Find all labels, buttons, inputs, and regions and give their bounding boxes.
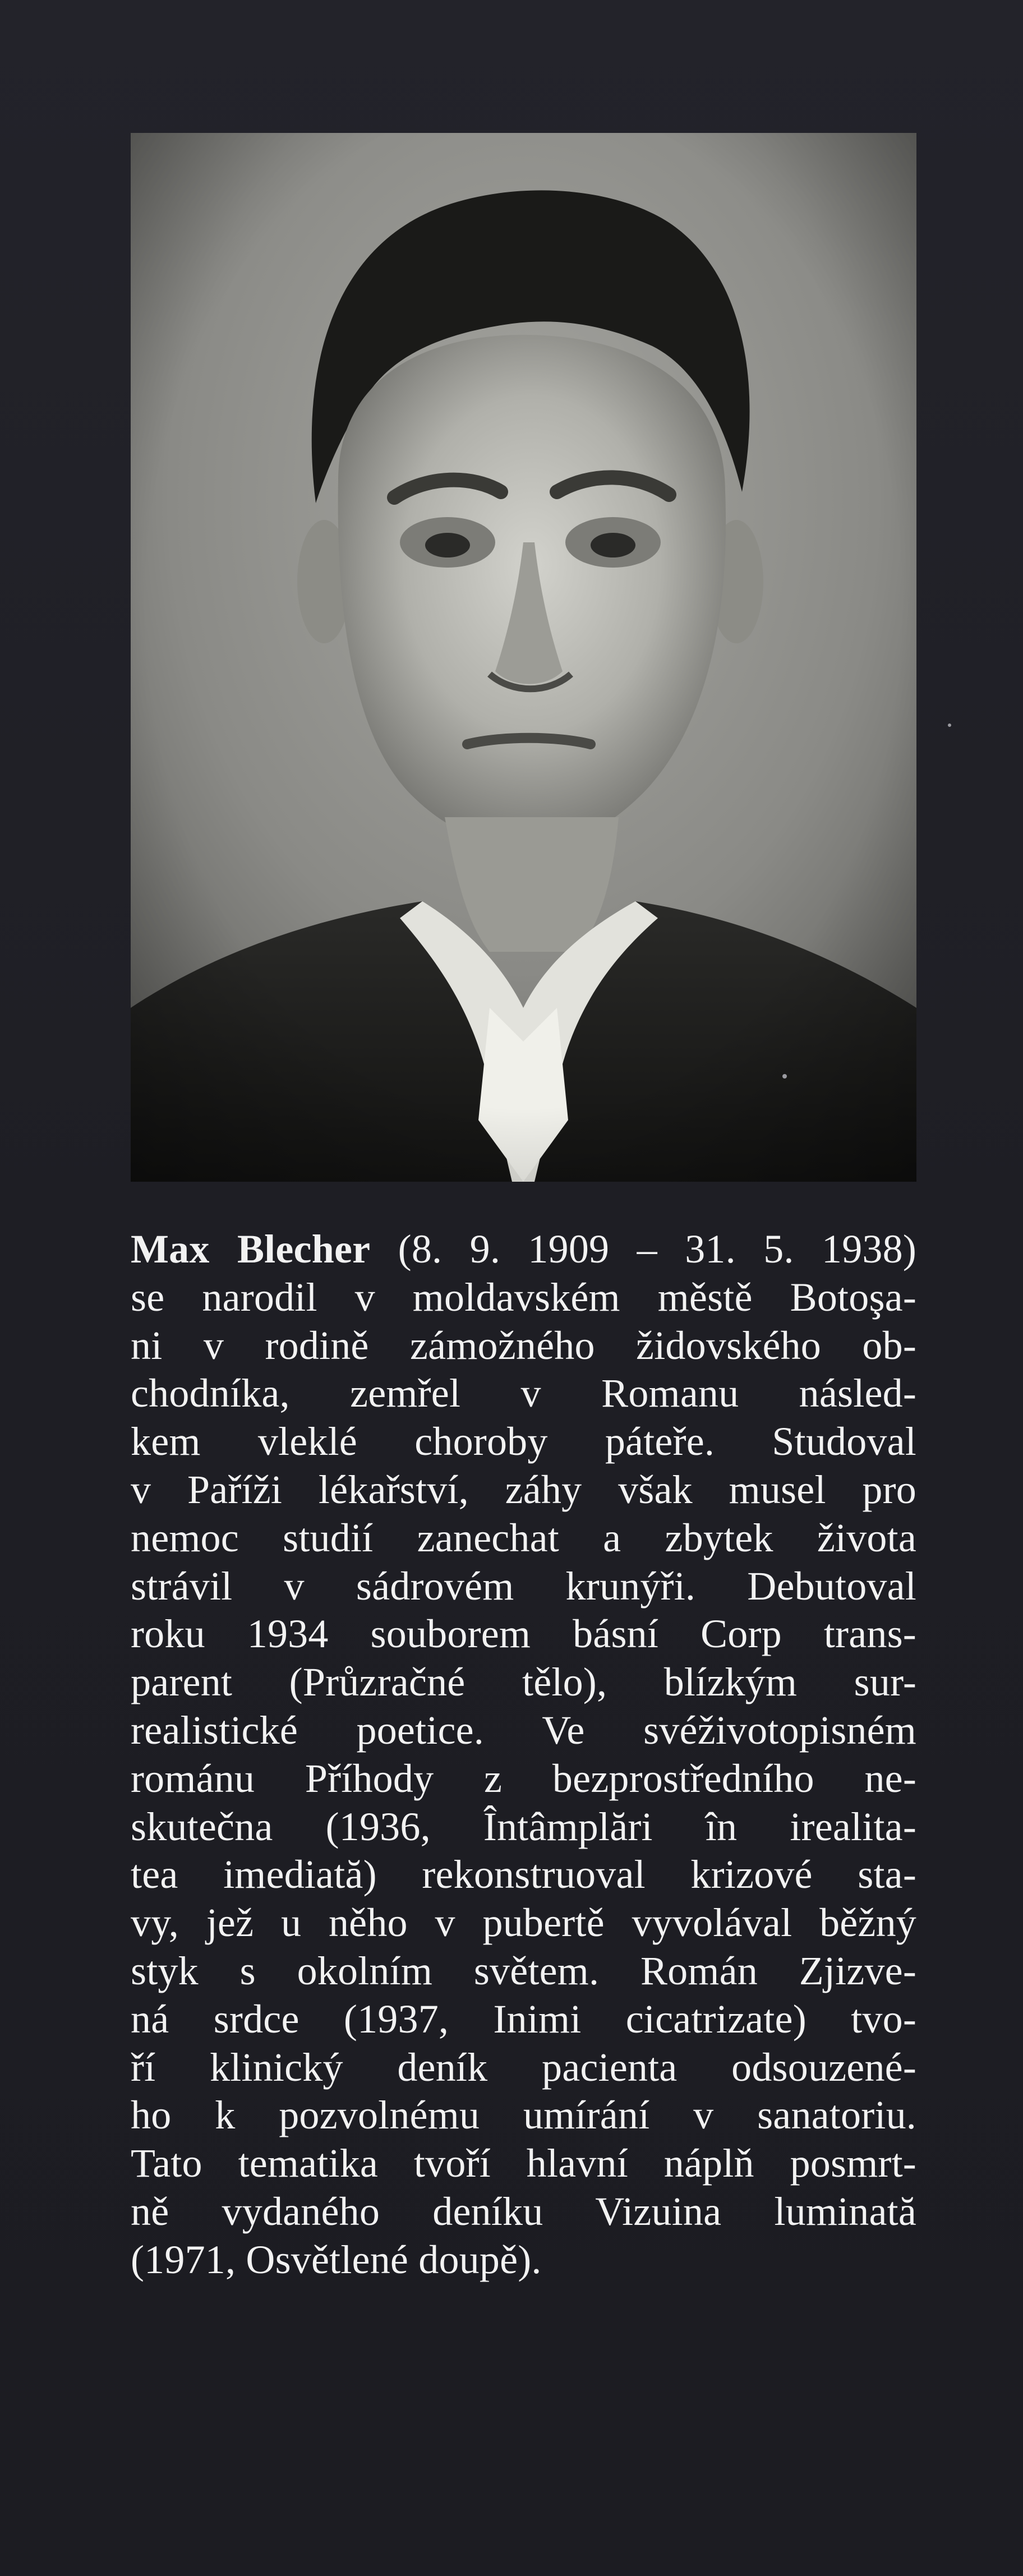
bio-line: v Paříži lékařství, záhy však musel pro (131, 1467, 916, 1512)
bio-line: styk s okolním světem. Román Zjizve- (131, 1948, 916, 1993)
bio-line: chodníka, zemřel v Romanu násled- (131, 1371, 916, 1416)
bio-line: Tato tematika tvoří hlavní náplň posmrt- (131, 2141, 916, 2186)
bio-line: ho k pozvolnému umírání v sanatoriu. (131, 2093, 916, 2138)
bio-line: ně vydaného deníku Vizuina luminată (131, 2188, 916, 2234)
bio-line: skutečna (1936, Întâmplări în irealita- (131, 1804, 916, 1849)
author-biography (131, 1225, 916, 2284)
author-name: Max Blecher (131, 1227, 371, 1271)
bio-line: (1971, Osvětlené doupě). (131, 2237, 542, 2282)
bio-line: ni v rodině zámožného židovského ob- (131, 1322, 916, 1368)
bio-line: vy, jež u něho v pubertě vyvolával běžný (131, 1900, 916, 1946)
bio-line: realistické poetice. Ve svéživotopisném (131, 1707, 916, 1753)
author-dates: (8. 9. 1909 – 31. 5. 1938) (370, 1227, 916, 1271)
bio-line: se narodil v moldavském městě Botoşa- (131, 1274, 916, 1320)
bio-line: tea imediată) rekonstruoval krizové sta- (131, 1852, 916, 1897)
dust-speck (782, 1074, 787, 1079)
bio-line: roku 1934 souborem básní Corp trans- (131, 1611, 916, 1657)
bio-line: nemoc studií zanechat a zbytek života (131, 1515, 916, 1560)
bio-line: kem vleklé choroby páteře. Studoval (131, 1419, 916, 1464)
bio-line (131, 1225, 916, 1274)
dust-speck (948, 724, 951, 727)
portrait-photo (131, 133, 916, 1182)
bio-line: románu Příhody z bezprostředního ne- (131, 1755, 916, 1801)
author-portrait (131, 133, 916, 1182)
bio-line: ná srdce (1937, Inimi cicatrizate) tvo- (131, 1996, 916, 2042)
bio-line: parent (Průzračné tělo), blízkým sur- (131, 1660, 916, 1705)
bio-line: ří klinický deník pacienta odsouzené- (131, 2044, 916, 2090)
bio-line: strávil v sádrovém krunýři. Debutoval (131, 1563, 916, 1609)
